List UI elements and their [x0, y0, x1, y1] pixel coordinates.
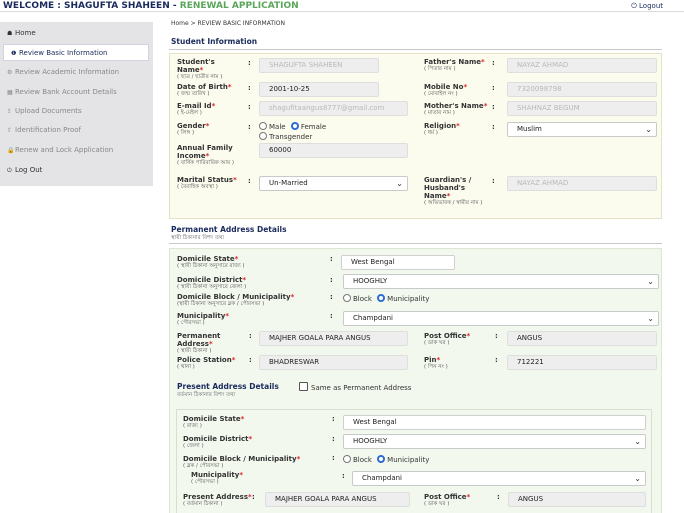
gender-radio-group	[259, 122, 326, 142]
email-label: E-mail Id* ( ই-মেইল )	[177, 102, 216, 116]
mobile-field[interactable]: 7320098798	[507, 82, 657, 97]
perm-district-label: Domicile District* ( স্থায়ী ঠিকানা অনুসারে জেলা )	[177, 276, 247, 290]
perm-police-label: Police Station* ( থানা )	[177, 356, 236, 370]
permanent-address-title: Permanent Address Details	[171, 225, 287, 234]
sidebar-item-logout[interactable]: ⏻ Log Out	[0, 162, 153, 179]
mother-name-label: Mother's Name* ( মাতার নাম )	[424, 102, 488, 116]
perm-state-label: Domicile State* ( স্থায়ী ঠিকানা অনুসারে রাজ্য )	[177, 255, 245, 269]
pres-block-radio-group	[343, 455, 429, 465]
pres-municipality-radio[interactable]: Municipality	[377, 456, 429, 464]
sidebar-item-upload-documents[interactable]: ⇪ Upload Documents	[0, 103, 153, 120]
student-name-field[interactable]: SHAGUFTA SHAHEEN	[259, 58, 379, 73]
pres-municipality-label: Municipality* ( পৌরসভা )	[191, 471, 243, 485]
welcome-title: WELCOME : SHAGUFTA SHAHEEN - RENEWAL APPLICATION	[3, 1, 299, 11]
chevron-down-icon: ⌄	[645, 125, 652, 134]
perm-municipality-select[interactable]: Champdani ⌄	[343, 311, 659, 326]
gender-transgender-radio[interactable]: Transgender	[259, 133, 312, 141]
father-name-label: Father's Name* ( পিতার নাম )	[424, 58, 485, 72]
perm-post-field[interactable]: ANGUS	[507, 331, 657, 346]
main-content	[164, 12, 684, 513]
perm-block-radio-group	[343, 294, 429, 304]
father-name-field[interactable]: NAYAZ AHMAD	[507, 58, 657, 73]
pres-district-label: Domicile District* ( জেলা )	[183, 435, 253, 449]
marital-status-label: Marital Status* ( বৈবাহিক অবস্থা )	[177, 176, 237, 190]
guardian-name-field[interactable]: NAYAZ AHMAD	[507, 176, 657, 191]
divider	[169, 49, 662, 50]
present-address-title: Present Address Details	[177, 382, 279, 391]
sidebar-item-identification-proof[interactable]: ⇪ Identification Proof	[0, 122, 153, 139]
student-info-title: Student Information	[171, 37, 258, 46]
chevron-down-icon: ⌄	[396, 179, 403, 188]
sidebar-item-review-bank[interactable]: ▦ Review Bank Account Details	[0, 84, 153, 101]
power-icon: ⏻	[631, 2, 637, 10]
email-field[interactable]: shagufitaangus8777@gmail.com	[259, 101, 408, 116]
pres-block-radio[interactable]: Block	[343, 456, 372, 464]
info-icon: ❶	[11, 50, 17, 57]
gender-female-radio[interactable]: Female	[291, 123, 326, 131]
pres-municipality-select[interactable]: Champdani ⌄	[352, 471, 646, 486]
perm-pin-label: Pin* ( পিন নং )	[424, 356, 448, 370]
perm-district-select[interactable]: HOOGHLY ⌄	[343, 274, 659, 289]
perm-pin-field[interactable]: 712221	[507, 355, 657, 370]
chevron-down-icon: ⌄	[647, 314, 654, 323]
perm-block-radio[interactable]: Block	[343, 295, 372, 303]
student-info-panel: Student's Name* ( ছাত্র / ছাত্রীর নাম ) : SHAGUFTA SHAHEEN Father's Name* ( পিতার নাম ) : NAYAZ AHMAD Date of Birth* ( জন্ম তারিখ ) : 2001-10-25 Mobile No* ( মোবাইল নং ) : 7320098798 E-mail Id* ( ই-মেইল ) : shagufitaangus8777@gmail.com Mother's Name* ( মাতার নাম ) : SHAHNAZ BEGUM Gender* ( লিঙ্গ ) : Male Female Transgender Religion* ( ধর্ম ) : Muslim ⌄ Annual Family Income* ( বার্ষিক পারিবারিক আয় ) 60000 Marital Status* ( বৈবাহিক অবস্থা ) : Un-Married ⌄ Guardian's / Husband's Name* ( অভিভাবক / স্বামীর নাম ) : NAYAZ AHMAD	[169, 53, 662, 219]
pres-state-field[interactable]: West Bengal	[343, 415, 646, 430]
same-as-permanent-checkbox[interactable]: Same as Permanent Address	[299, 382, 411, 393]
pres-address-label: Present Address* ( বর্তমান ঠিকানা )	[183, 493, 252, 507]
pres-block-label: Domicile Block / Municipality* ( ব্লক / পৌরসভা )	[183, 455, 301, 469]
pres-post-field[interactable]: ANGUS	[508, 492, 646, 507]
pres-address-field[interactable]: MAJHER GOALA PARA ANGUS	[265, 492, 410, 507]
perm-address-label: Permanent Address* ( স্থায়ী ঠিকানা )	[177, 332, 221, 354]
sidebar-item-review-academic[interactable]: ⚙ Review Academic Information	[0, 64, 153, 81]
chevron-down-icon: ⌄	[647, 277, 654, 286]
religion-select[interactable]: Muslim ⌄	[507, 122, 657, 137]
gender-label: Gender* ( লিঙ্গ )	[177, 122, 210, 136]
perm-state-field[interactable]: West Bengal	[341, 255, 455, 270]
pres-post-label: Post Office* ( ডাক ঘর )	[424, 493, 471, 507]
present-address-panel: Domicile State* ( রাজ্য ) : West Bengal Domicile District* ( জেলা ) : HOOGHLY ⌄ Domicile Block / Municipality* ( ব্লক / পৌরসভা ) : Block Municipality Municipality* ( পৌরসভা ) : Champdani ⌄ Present Address* ( বর্তমান ঠিকানা ) : MAJHER GOALA PARA ANGUS Post Office* ( ডাক ঘর ) : ANGUS	[176, 409, 652, 513]
perm-municipality-label: Municipality* ( পৌরসভা )	[177, 312, 229, 326]
perm-police-field[interactable]: BHADRESWAR	[259, 355, 408, 370]
dob-field[interactable]: 2001-10-25	[259, 82, 379, 97]
top-bar	[0, 0, 684, 12]
sidebar-item-renew-lock[interactable]: 🔒Renew and Lock Application	[0, 142, 153, 159]
chevron-down-icon: ⌄	[634, 437, 641, 446]
present-address-subtitle: বর্তমান ঠিকানার বিশদ তথ্য	[177, 392, 236, 398]
sidebar-item-home[interactable]: ☗ Home	[0, 25, 153, 42]
lock-icon: 🔒	[7, 147, 15, 154]
guardian-name-label: Guardian's / Husband's Name* ( অভিভাবক / স্বামীর নাম )	[424, 176, 483, 206]
breadcrumb: Home > REVIEW BASIC INFORMATION	[171, 20, 285, 27]
gender-male-radio[interactable]: Male	[259, 123, 286, 131]
pres-state-label: Domicile State* ( রাজ্য )	[183, 415, 245, 429]
upload-icon: ⇪	[7, 127, 13, 134]
sidebar	[0, 22, 153, 186]
permanent-address-subtitle: স্থায়ী ঠিকানার বিশদ তথ্য	[171, 235, 225, 241]
upload-icon: ⇪	[7, 108, 13, 115]
power-icon: ⏻	[7, 167, 12, 174]
perm-municipality-radio[interactable]: Municipality	[377, 295, 429, 303]
student-name-label: Student's Name* ( ছাত্র / ছাত্রীর নাম )	[177, 58, 223, 80]
divider	[169, 243, 662, 244]
bank-icon: ▦	[7, 89, 13, 96]
perm-block-label: Domicile Block / Municipality* (স্থায়ী ঠিকানা অনুসারে ব্লক / পৌরসভা )	[177, 293, 295, 307]
religion-label: Religion* ( ধর্ম )	[424, 122, 460, 136]
home-icon: ☗	[7, 30, 13, 37]
gear-icon: ⚙	[7, 69, 13, 76]
pres-district-select[interactable]: HOOGHLY ⌄	[343, 434, 646, 449]
perm-address-field[interactable]: MAJHER GOALA PARA ANGUS	[259, 331, 408, 346]
income-label: Annual Family Income* ( বার্ষিক পারিবারিক আয় )	[177, 144, 235, 166]
logout-link[interactable]: ⏻ Logout	[631, 2, 663, 10]
marital-status-select[interactable]: Un-Married ⌄	[259, 176, 408, 191]
chevron-down-icon: ⌄	[634, 474, 641, 483]
income-field[interactable]: 60000	[259, 143, 408, 158]
mobile-label: Mobile No* ( মোবাইল নং )	[424, 83, 468, 97]
dob-label: Date of Birth* ( জন্ম তারিখ )	[177, 83, 232, 97]
sidebar-item-review-basic[interactable]: ❶ Review Basic Information	[3, 44, 149, 61]
mother-name-field[interactable]: SHAHNAZ BEGUM	[507, 101, 657, 116]
perm-post-label: Post Office* ( ডাক ঘর )	[424, 332, 471, 346]
permanent-address-panel: Domicile State* ( স্থায়ী ঠিকানা অনুসারে রাজ্য ) : West Bengal Domicile District* ( স্থায়ী ঠিকানা অনুসারে জেলা ) : HOOGHLY ⌄ Domicile Block / Municipality* (স্থায়ী ঠিকানা অনুসারে ব্লক / পৌরসভা ) : Block Municipality Municipality* ( পৌরসভা ) : Champdani ⌄ Permanent Address* ( স্থায়ী ঠিকানা ) : MAJHER GOALA PARA ANGUS Post Office* ( ডাক ঘর ) : ANGUS Police Station* ( থানা ) : BHADRESWAR Pin* ( পিন নং ) : 712221 Present Address Details Same as Permanent Address বর্তমান ঠিকানার বিশদ তথ্য Domicile State* ( রাজ্য ) : West Bengal Domicile District* ( জেলা ) : HOOGHLY ⌄ Domicile Block / Municipality* ( ব্লক / পৌরসভা ) : Block Municipality Municipality* ( পৌরসভা ) : Champdani ⌄ Present Address* ( বর্তমান ঠিকানা ) : MAJHER GOALA PARA ANGUS Post Office* ( ডাক ঘর ) : ANGUS	[169, 248, 662, 513]
